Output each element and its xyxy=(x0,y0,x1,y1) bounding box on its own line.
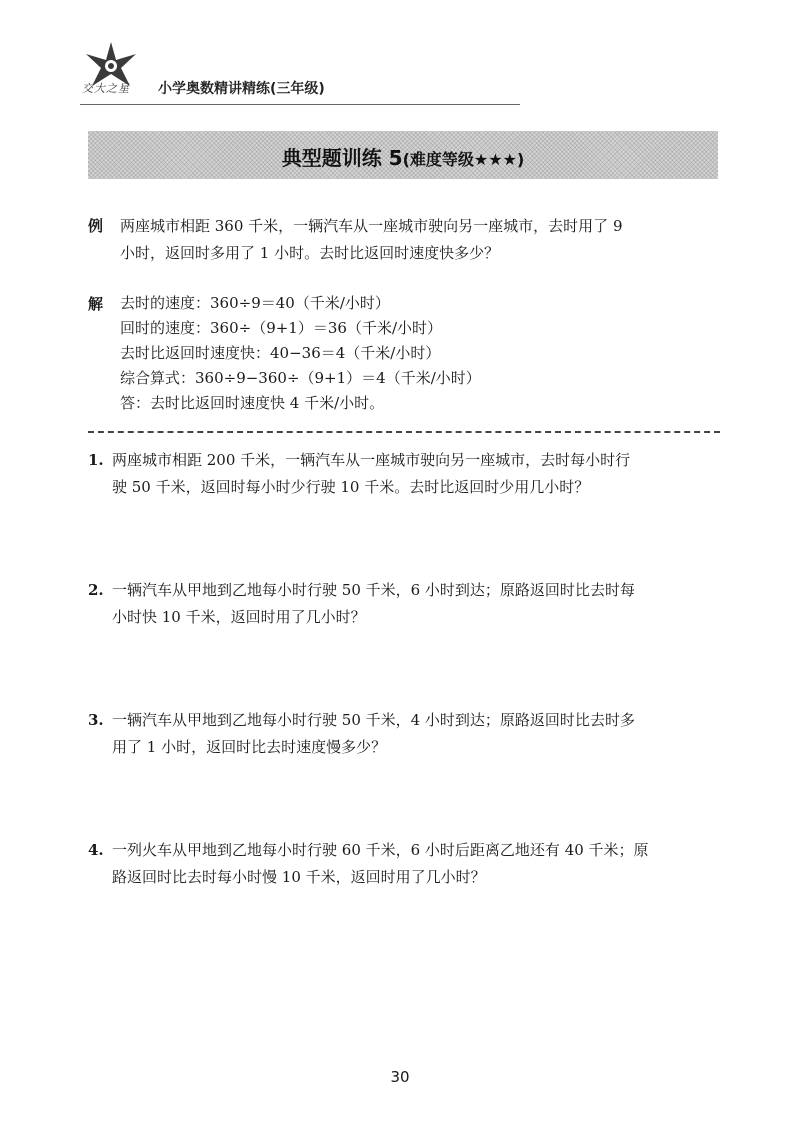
question-number: 1. xyxy=(88,451,104,469)
question-line: 驶 50 千米，返回时每小时少行驶 10 千米。去时比返回时少用几小时？ xyxy=(112,478,590,496)
page-number: 30 xyxy=(390,1068,410,1086)
solution-tag: 解 xyxy=(88,295,104,313)
banner-title: 典型题训练 5 xyxy=(281,146,403,170)
example-block xyxy=(88,213,728,267)
question-line: 一辆汽车从甲地到乙地每小时行驶 50 千米，6 小时到达；原路返回时比去时每 xyxy=(112,581,635,599)
solution-line: 答：去时比返回时速度快 4 千米/小时。 xyxy=(120,394,385,412)
section-banner xyxy=(88,131,718,179)
brand-name: 交大之星 xyxy=(82,82,130,95)
difficulty-label: (难度等级★★★) xyxy=(402,150,525,169)
question-number: 2. xyxy=(88,581,104,599)
question-line: 小时快 10 千米，返回时用了几小时？ xyxy=(112,608,366,626)
question-line: 两座城市相距 200 千米，一辆汽车从一座城市驶向另一座城市，去时每小时行 xyxy=(112,451,631,469)
example-line: 小时，返回时多用了 1 小时。去时比返回时速度快多少？ xyxy=(120,244,500,262)
example-line: 两座城市相距 360 千米，一辆汽车从一座城市驶向另一座城市，去时用了 9 xyxy=(120,217,623,235)
question-3 xyxy=(88,707,728,761)
dashed-divider xyxy=(88,431,720,433)
question-number: 3. xyxy=(88,711,104,729)
question-4 xyxy=(88,837,728,891)
question-1 xyxy=(88,447,728,501)
page-header xyxy=(80,40,520,104)
solution-line: 去时的速度：360÷9＝40（千米/小时） xyxy=(120,294,390,312)
solution-line: 综合算式：360÷9−360÷（9+1）＝4（千米/小时） xyxy=(120,369,481,387)
question-line: 路返回时比去时每小时慢 10 千米，返回时用了几小时？ xyxy=(112,868,486,886)
question-2 xyxy=(88,577,728,631)
banner-heading xyxy=(88,142,718,171)
solution-line: 去时比返回时速度快：40−36＝4（千米/小时） xyxy=(120,344,441,362)
question-line: 用了 1 小时，返回时比去时速度慢多少？ xyxy=(112,738,387,756)
solution-line: 回时的速度：360÷（9+1）＝36（千米/小时） xyxy=(120,319,442,337)
question-line: 一辆汽车从甲地到乙地每小时行驶 50 千米，4 小时到达；原路返回时比去时多 xyxy=(112,711,635,729)
solution-block xyxy=(88,291,728,416)
book-title: 小学奥数精讲精练(三年级) xyxy=(158,81,325,97)
question-line: 一列火车从甲地到乙地每小时行驶 60 千米，6 小时后距离乙地还有 40 千米；原 xyxy=(112,841,649,859)
header-rule xyxy=(80,104,520,105)
example-tag: 例 xyxy=(88,217,104,235)
question-number: 4. xyxy=(88,841,104,859)
